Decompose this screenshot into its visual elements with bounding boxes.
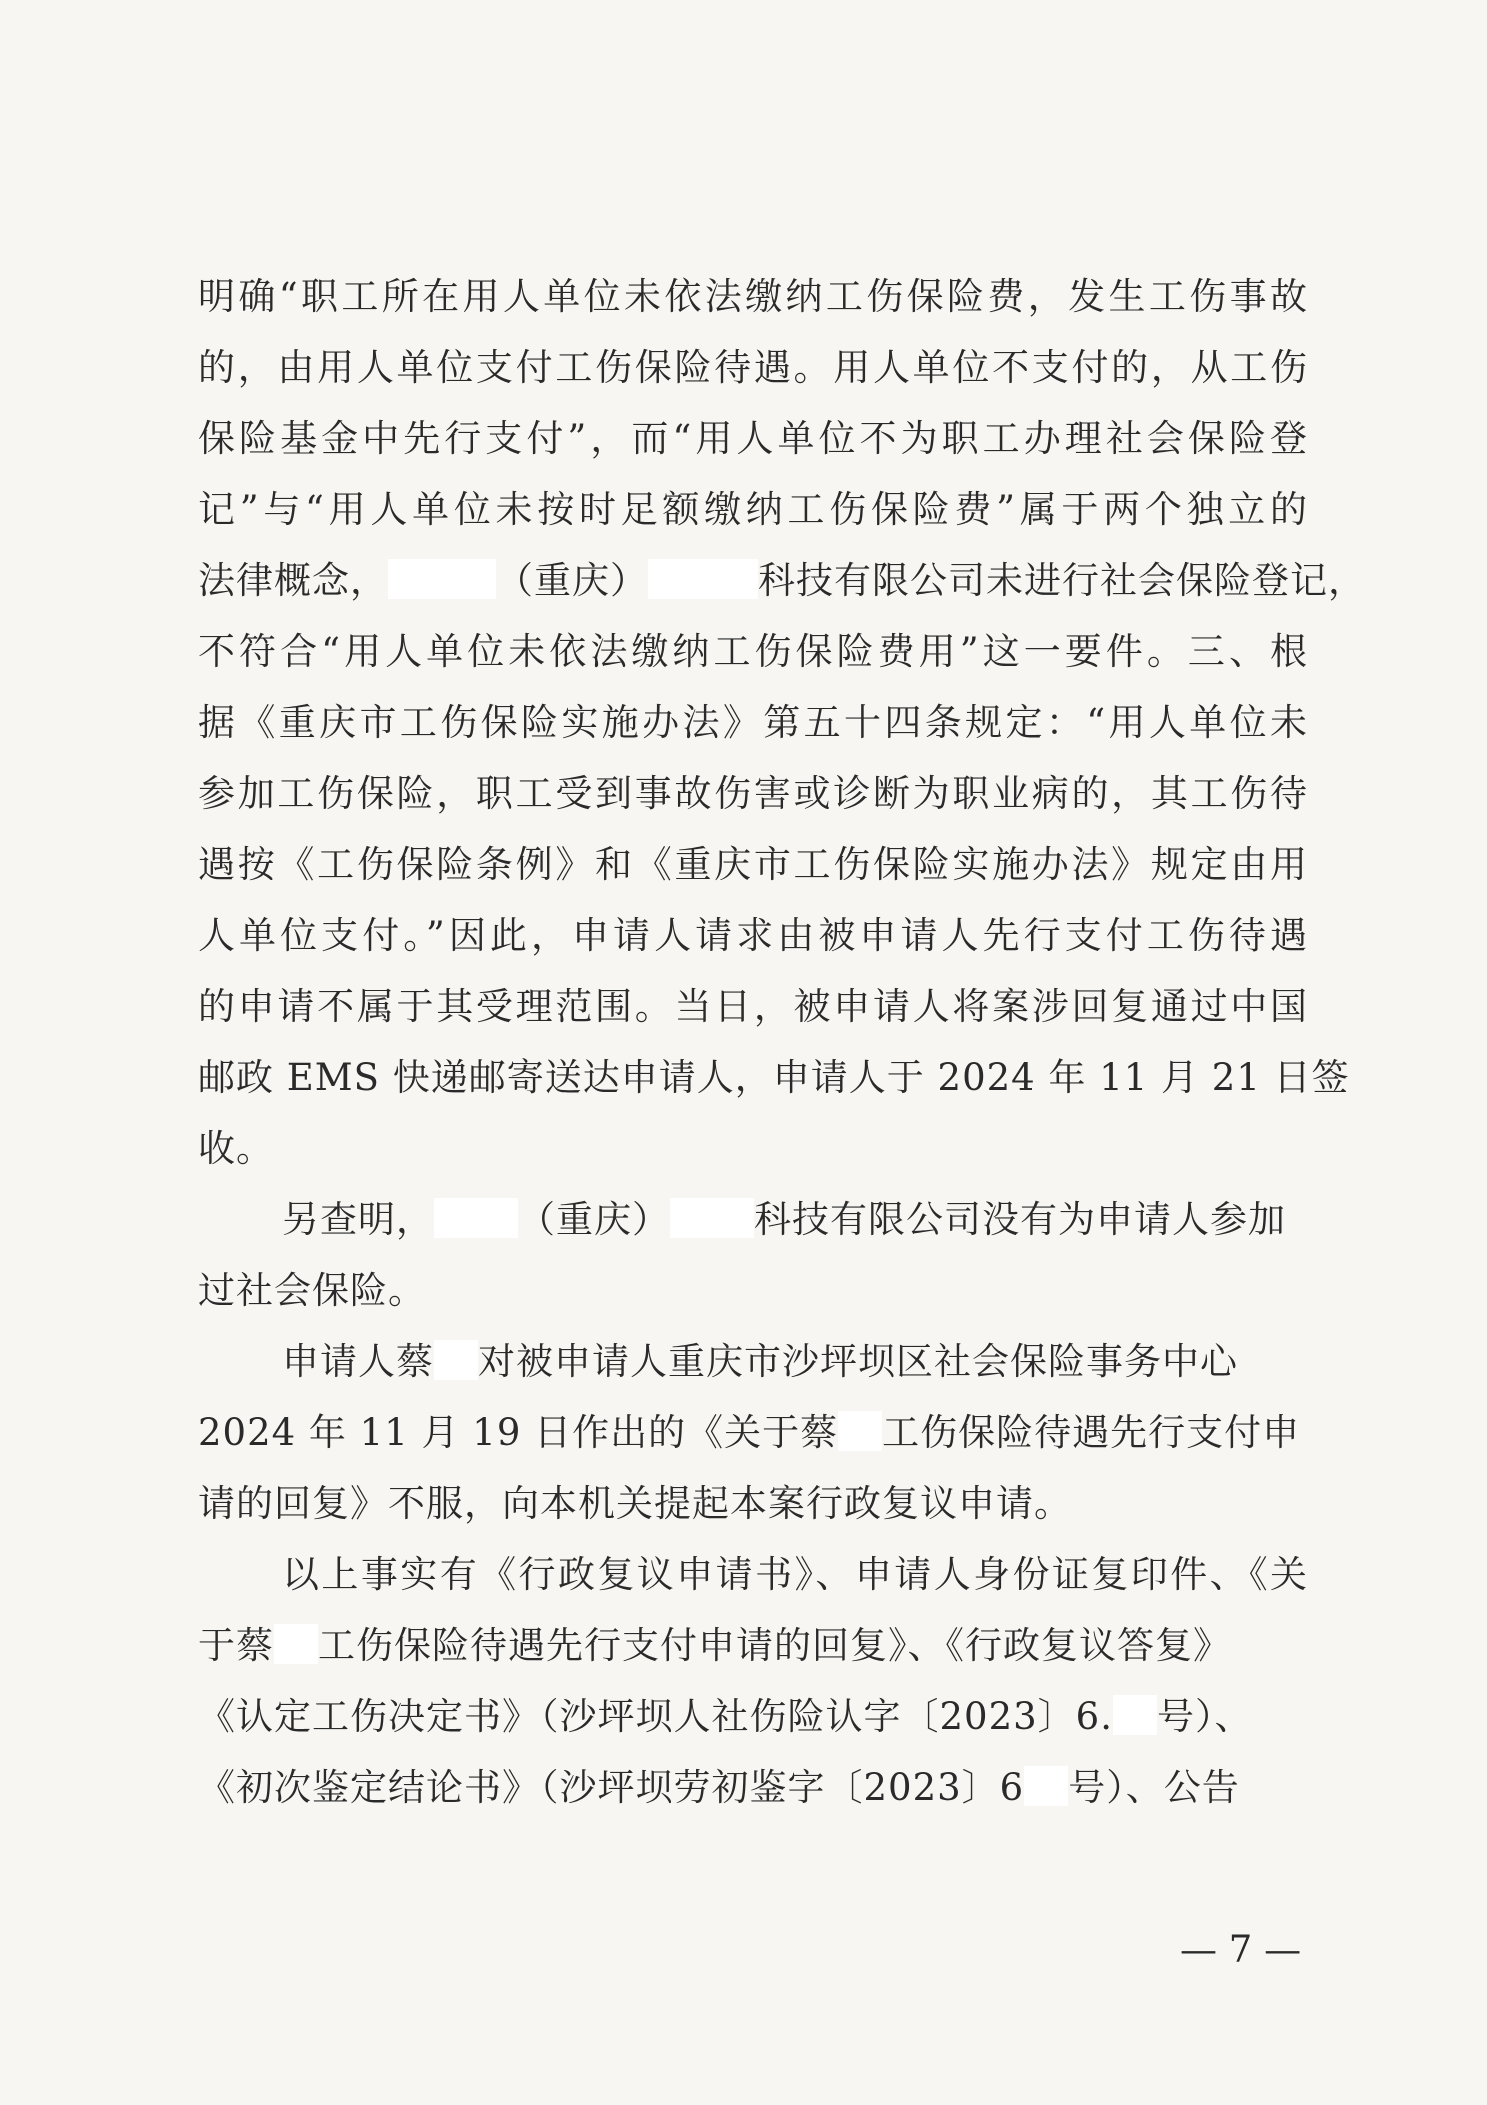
text-span: 《认定工伤决定书》（沙坪坝人社伤险认字〔2023〕6.	[198, 1695, 1113, 1738]
redaction-box	[1113, 1695, 1157, 1735]
text-span: （重庆）	[518, 1198, 670, 1241]
text-span: 科技有限公司未进行社会保险登记，	[758, 559, 1366, 602]
text-line: 人单位支付。”因此，申请人请求由被申请人先行支付工伤待遇	[198, 914, 1308, 957]
text-span: 于蔡	[198, 1624, 274, 1667]
text-span: 科技有限公司没有为申请人参加	[754, 1198, 1286, 1241]
text-line: 保险基金中先行支付”，而“用人单位不为职工办理社会保险登	[198, 417, 1308, 460]
text-span: 工伤保险待遇先行支付申请的回复》、《行政复议答复》	[318, 1624, 1231, 1667]
redaction-box	[274, 1624, 318, 1664]
redaction-box	[1024, 1766, 1068, 1806]
text-line: 请的回复》不服，向本机关提起本案行政复议申请。	[198, 1482, 1072, 1525]
text-line: 遇按《工伤保险条例》和《重庆市工伤保险实施办法》规定由用	[198, 843, 1308, 886]
redaction-box	[670, 1198, 754, 1238]
text-span: 法律概念，	[198, 559, 388, 602]
text-span: 另查明，	[282, 1198, 434, 1241]
text-line: 记”与“用人单位未按时足额缴纳工伤保险费”属于两个独立的	[198, 488, 1308, 531]
text-span: 号）、公告	[1068, 1766, 1240, 1809]
text-line: 参加工伤保险，职工受到事故伤害或诊断为职业病的，其工伤待	[198, 772, 1308, 815]
page-number: — 7 —	[1180, 1928, 1302, 1971]
text-line: 明确“职工所在用人单位未依法缴纳工伤保险费，发生工伤事故	[198, 275, 1308, 318]
text-span: 申请人蔡	[282, 1340, 434, 1383]
text-span: （重庆）	[496, 559, 648, 602]
redaction-box	[388, 559, 496, 599]
redaction-box	[838, 1411, 882, 1451]
text-line: 过社会保险。	[198, 1269, 426, 1312]
text-line: 的，由用人单位支付工伤保险待遇。用人单位不支付的，从工伤	[198, 346, 1308, 389]
text-span: 工伤保险待遇先行支付申	[882, 1411, 1301, 1454]
text-line: 据《重庆市工伤保险实施办法》第五十四条规定：“用人单位未	[198, 701, 1308, 744]
text-line: 不符合“用人单位未依法缴纳工伤保险费用”这一要件。三、根	[198, 630, 1308, 673]
redaction-box	[434, 1340, 478, 1380]
text-line	[198, 1753, 1308, 1823]
redaction-box	[434, 1198, 518, 1238]
text-line	[198, 1327, 1308, 1397]
text-line: 的申请不属于其受理范围。当日，被申请人将案涉回复通过中国	[198, 985, 1308, 1028]
text-line	[198, 1611, 1308, 1681]
text-span: 《初次鉴定结论书》（沙坪坝劳初鉴字〔2023〕6	[198, 1766, 1025, 1809]
text-line: 以上事实有《行政复议申请书》、申请人身份证复印件、《关	[282, 1553, 1308, 1596]
text-line	[198, 1682, 1308, 1752]
text-span: 对被申请人重庆市沙坪坝区社会保险事务中心	[478, 1340, 1238, 1383]
redaction-box	[648, 559, 758, 599]
text-line	[198, 1185, 1308, 1255]
text-span: 号）、	[1156, 1695, 1253, 1738]
text-line: 收。	[198, 1127, 274, 1170]
text-line	[198, 1398, 1308, 1468]
text-span: 2024 年 11 月 19 日作出的《关于蔡	[198, 1411, 839, 1454]
text-line: 邮政 EMS 快递邮寄送达申请人，申请人于 2024 年 11 月 21 日签	[198, 1056, 1350, 1099]
text-line	[198, 546, 1366, 616]
